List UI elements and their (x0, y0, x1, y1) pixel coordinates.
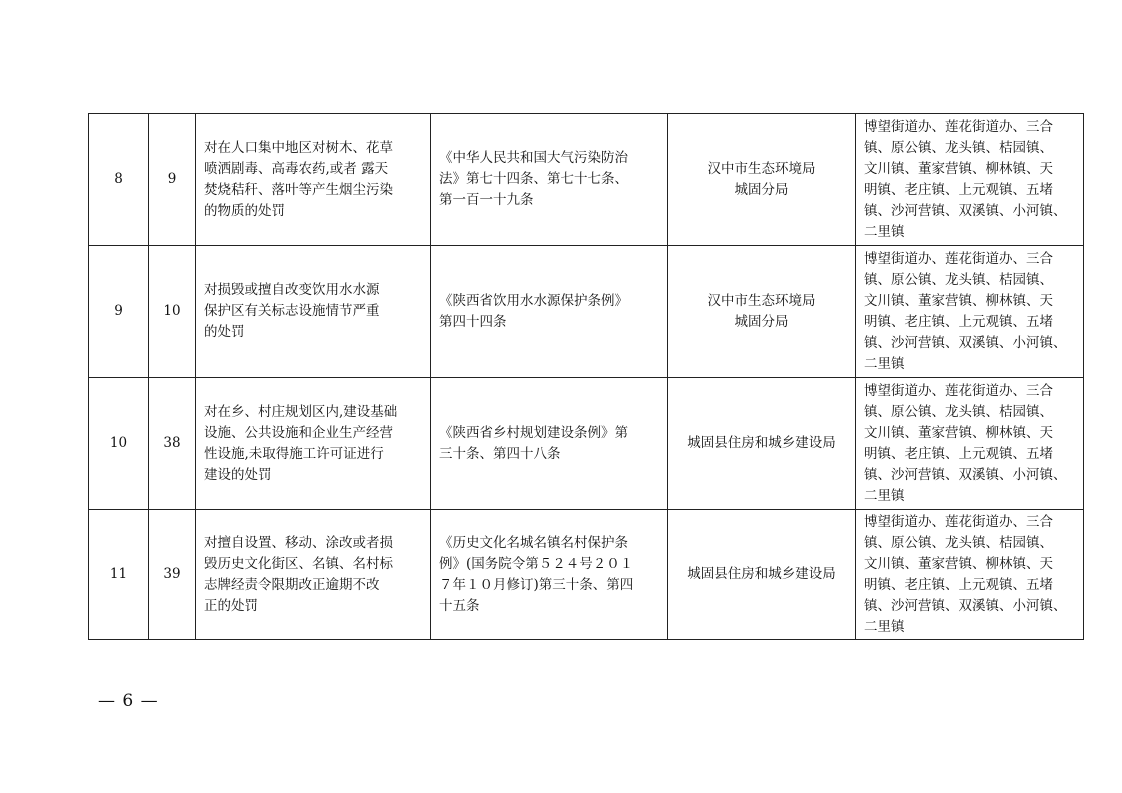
towns-cell-line: 镇、原公镇、龙头镇、桔园镇、 (864, 403, 1053, 420)
towns-cell-line: 二里镇 (864, 487, 905, 504)
department-cell-line: 城固分局 (734, 181, 789, 198)
legal-basis-cell-line: 《中华人民共和国大气污染防治 (439, 150, 628, 166)
towns-cell-line: 镇、沙河营镇、双溪镇、小河镇、 (864, 202, 1067, 219)
department-cell-line: 汉中市生态环境局 (707, 160, 816, 177)
towns-cell-line: 二里镇 (864, 355, 905, 372)
department-cell-line: 汉中市生态环境局 (707, 292, 816, 309)
towns-cell (856, 246, 1084, 378)
item-number-cell: 39 (149, 510, 196, 640)
penalty-item-cell-line: 毁历史文化街区、名镇、名村标 (204, 555, 393, 572)
penalty-item-cell-line: 的处罚 (204, 324, 245, 340)
legal-basis-cell (431, 510, 668, 640)
towns-cell-line: 明镇、老庄镇、上元观镇、五堵 (864, 576, 1053, 593)
towns-cell-line: 二里镇 (864, 618, 905, 635)
towns-cell-line: 镇、沙河营镇、双溪镇、小河镇、 (864, 597, 1067, 614)
towns-cell-line: 博望街道办、莲花街道办、三合 (864, 513, 1053, 530)
department-cell (668, 246, 856, 378)
legal-basis-cell-line: 第一百一十九条 (439, 192, 534, 208)
serial-number-cell: 9 (89, 246, 149, 378)
towns-cell-line: 博望街道办、莲花街道办、三合 (864, 118, 1053, 135)
towns-cell-line: 二里镇 (864, 223, 905, 240)
legal-basis-cell-line: 《历史文化名城名镇名村保护条 (439, 534, 628, 551)
serial-number-cell: 11 (89, 510, 149, 640)
table-row (89, 246, 1084, 378)
towns-cell (856, 114, 1084, 246)
serial-number-cell: 10 (89, 378, 149, 510)
page-number: — 6 — (98, 691, 159, 711)
table-row (89, 510, 1084, 640)
table-row (89, 378, 1084, 510)
department-cell (668, 114, 856, 246)
department-cell (668, 510, 856, 640)
penalty-item-cell-line: 焚烧秸秆、落叶等产生烟尘污染 (204, 181, 393, 198)
legal-basis-cell-line: 《陕西省乡村规划建设条例》第 (439, 424, 628, 441)
penalty-item-cell-line: 对在人口集中地区对树木、花草 (204, 139, 393, 156)
towns-cell-line: 镇、沙河营镇、双溪镇、小河镇、 (864, 334, 1067, 351)
penalty-item-cell-line: 志牌经责令限期改正逾期不改 (204, 576, 380, 593)
department-cell-line: 城固县住房和城乡建设局 (687, 435, 836, 451)
legal-basis-cell-line: ７年１０月修订)第三十条、第四 (439, 576, 634, 593)
towns-cell-line: 明镇、老庄镇、上元观镇、五堵 (864, 313, 1053, 330)
towns-cell-line: 明镇、老庄镇、上元观镇、五堵 (864, 181, 1053, 198)
towns-cell-line: 镇、原公镇、龙头镇、桔园镇、 (864, 271, 1053, 288)
department-cell-line: 城固分局 (734, 313, 789, 330)
towns-cell-line: 博望街道办、莲花街道办、三合 (864, 250, 1053, 267)
towns-cell-line: 文川镇、董家营镇、柳林镇、天 (864, 292, 1053, 309)
penalty-item-cell-line: 性设施,未取得施工许可证进行 (204, 445, 384, 462)
legal-basis-cell (431, 378, 668, 510)
penalty-item-cell (196, 114, 431, 246)
penalty-item-cell-line: 的物质的处罚 (204, 202, 285, 219)
towns-cell-line: 镇、沙河营镇、双溪镇、小河镇、 (864, 466, 1067, 483)
penalty-item-cell-line: 建设的处罚 (204, 466, 272, 483)
legal-basis-cell-line: 三十条、第四十八条 (439, 445, 561, 462)
department-cell (668, 378, 856, 510)
penalty-item-cell-line: 喷洒剧毒、高毒农药,或者 露天 (204, 160, 389, 177)
table-body (89, 114, 1084, 640)
department-cell-line: 城固县住房和城乡建设局 (687, 566, 836, 582)
legal-basis-cell-line: 十五条 (439, 597, 480, 614)
legal-basis-cell-line: 《陕西省饮用水水源保护条例》 (439, 292, 628, 309)
towns-cell-line: 文川镇、董家营镇、柳林镇、天 (864, 555, 1053, 572)
legal-basis-cell (431, 246, 668, 378)
serial-number-cell: 8 (89, 114, 149, 246)
penalty-item-cell-line: 设施、公共设施和企业生产经营 (204, 424, 393, 441)
towns-cell-line: 明镇、老庄镇、上元观镇、五堵 (864, 445, 1053, 462)
towns-cell-line: 镇、原公镇、龙头镇、桔园镇、 (864, 534, 1053, 551)
penalty-item-cell-line: 对损毁或擅自改变饮用水水源 (204, 282, 380, 298)
penalty-item-cell-line: 正的处罚 (204, 597, 258, 614)
penalty-item-cell (196, 510, 431, 640)
penalty-item-cell-line: 对擅自设置、移动、涂改或者损 (204, 534, 393, 551)
towns-cell-line: 文川镇、董家营镇、柳林镇、天 (864, 424, 1053, 441)
penalty-item-cell (196, 378, 431, 510)
legal-basis-cell-line: 第四十四条 (439, 313, 507, 330)
legal-basis-cell-line: 例》(国务院令第５２４号２０１ (439, 555, 634, 572)
item-number-cell: 10 (149, 246, 196, 378)
towns-cell-line: 博望街道办、莲花街道办、三合 (864, 382, 1053, 399)
penalty-items-table (88, 113, 1084, 640)
towns-cell-line: 文川镇、董家营镇、柳林镇、天 (864, 160, 1053, 177)
table-row (89, 114, 1084, 246)
legal-basis-cell (431, 114, 668, 246)
item-number-cell: 9 (149, 114, 196, 246)
penalty-item-cell-line: 对在乡、村庄规划区内,建设基础 (204, 403, 398, 420)
penalty-item-cell (196, 246, 431, 378)
towns-cell (856, 510, 1084, 640)
item-number-cell: 38 (149, 378, 196, 510)
legal-basis-cell-line: 法》第七十四条、第七十七条、 (439, 171, 628, 187)
penalty-item-cell-line: 保护区有关标志设施情节严重 (204, 303, 380, 319)
towns-cell-line: 镇、原公镇、龙头镇、桔园镇、 (864, 139, 1053, 156)
towns-cell (856, 378, 1084, 510)
